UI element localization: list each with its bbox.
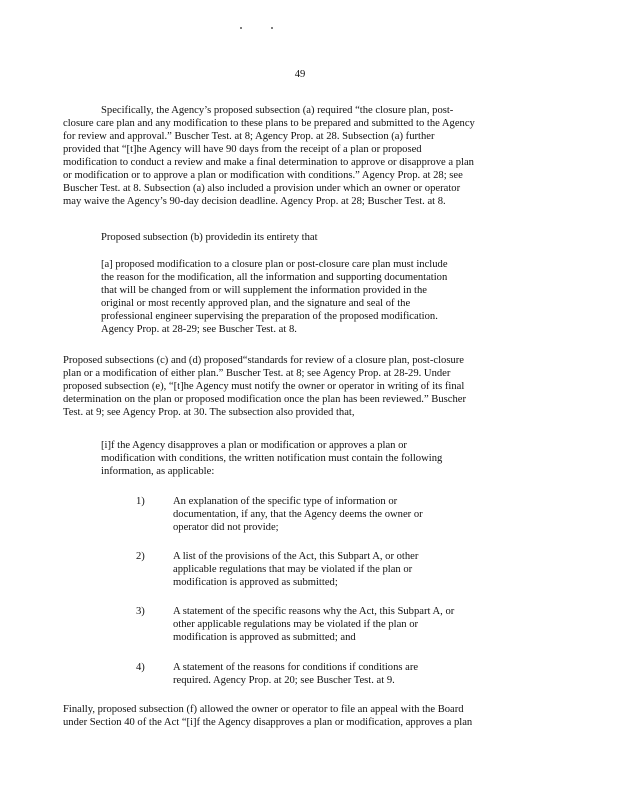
text-line: A statement of the reasons for conditions if conditions are [173, 662, 419, 673]
text-line: closure care plan and any modification to these plans to be prepared and submitted to the Agency [63, 118, 475, 129]
text-line: information, as applicable: [101, 466, 215, 477]
text-line: for review and approval.” Buscher Test. at 8; Agency Prop. at 28. Subsection (a) further [63, 131, 435, 142]
text-line: Specifically, the Agency’s proposed subsection (a) required “the closure plan, post- [101, 105, 454, 116]
text-line: Proposed subsections (c) and (d) proposed“standards for review of a closure plan, post-closure [63, 355, 464, 366]
paragraph-specifically [63, 104, 475, 208]
text-line: modification is approved as submitted; and [173, 632, 356, 643]
text-line: modification with conditions, the written notification must contain the following [101, 453, 443, 464]
block-quote-disapproval [101, 439, 442, 478]
page-number: 49 [294, 69, 306, 80]
text-line: may waive the Agency’s 90-day decision deadline. Agency Prop. at 28; Buscher Test. at 8. [63, 196, 446, 207]
text-line: An explanation of the specific type of information or [173, 496, 398, 507]
block-quote-subsection-b [101, 258, 448, 336]
paragraph-subsection-f [63, 703, 472, 729]
list-item [173, 661, 418, 687]
list-item [173, 550, 418, 589]
text-line: [i]f the Agency disapproves a plan or modification or approves a plan or [101, 440, 407, 451]
text-line: A list of the provisions of the Act, this Subpart A, or other [173, 551, 419, 562]
list-item [173, 495, 423, 534]
text-line: A statement of the specific reasons why the Act, this Subpart A, or [173, 606, 455, 617]
paragraph-subsection-b [101, 231, 318, 244]
text-line: under Section 40 of the Act “[i]f the Agency disapproves a plan or modification, approves a plan [63, 717, 473, 728]
text-line: Proposed subsection (b) providedin its entirety that [101, 232, 318, 243]
paragraph-subsections-c-d [63, 354, 466, 419]
text-line: required. Agency Prop. at 20; see Buscher Test. at 9. [173, 675, 395, 686]
text-line: modification to conduct a review and make a final determination to approve or disapprove a plan [63, 157, 474, 168]
text-line: Agency Prop. at 28-29; see Buscher Test. at 8. [101, 324, 297, 335]
list-item-number: 4) [136, 662, 145, 673]
text-line: plan or a modification of either plan.” Buscher Test. at 8; see Agency Prop. at 28-29. Under [63, 368, 451, 379]
text-line: documentation, if any, that the Agency deems the owner or [173, 509, 423, 520]
text-line: Buscher Test. at 8. Subsection (a) also included a provision under which an owner or operator [63, 183, 461, 194]
text-line: original or most recently approved plan, and the signature and seal of the [101, 298, 411, 309]
text-line: other applicable regulations may be violated if the plan or [173, 619, 419, 630]
text-line: proposed subsection (e), “[t]he Agency must notify the owner or operator in writing of its final [63, 381, 465, 392]
list-item [173, 605, 454, 644]
text-line: professional engineer supervising the preparation of the proposed modification. [101, 311, 438, 322]
text-line: Finally, proposed subsection (f) allowed the owner or operator to file an appeal with the Board [63, 704, 464, 715]
text-line: the reason for the modification, all the information and supporting documentation [101, 272, 448, 283]
text-line: or modification or to approve a plan or modification with conditions.” Agency Prop. at 28; see [63, 170, 463, 181]
text-line: that will be changed from or will supplement the information provided in the [101, 285, 427, 296]
list-item-number: 2) [136, 551, 145, 562]
text-line: modification is approved as submitted; [173, 577, 338, 588]
text-line: provided that “[t]he Agency will have 90 days from the receipt of a plan or proposed [63, 144, 422, 155]
scan-artifact [240, 27, 280, 31]
text-line: [a] proposed modification to a closure plan or post-closure care plan must include [101, 259, 448, 270]
text-line: determination on the plan or proposed modification once the plan has been reviewed.” Buscher [63, 394, 467, 405]
text-line: Test. at 9; see Agency Prop. at 30. The subsection also provided that, [63, 407, 355, 418]
list-item-number: 3) [136, 606, 145, 617]
text-line: applicable regulations that may be violated if the plan or [173, 564, 413, 575]
text-line: operator did not provide; [173, 522, 279, 533]
list-item-number: 1) [136, 496, 145, 507]
